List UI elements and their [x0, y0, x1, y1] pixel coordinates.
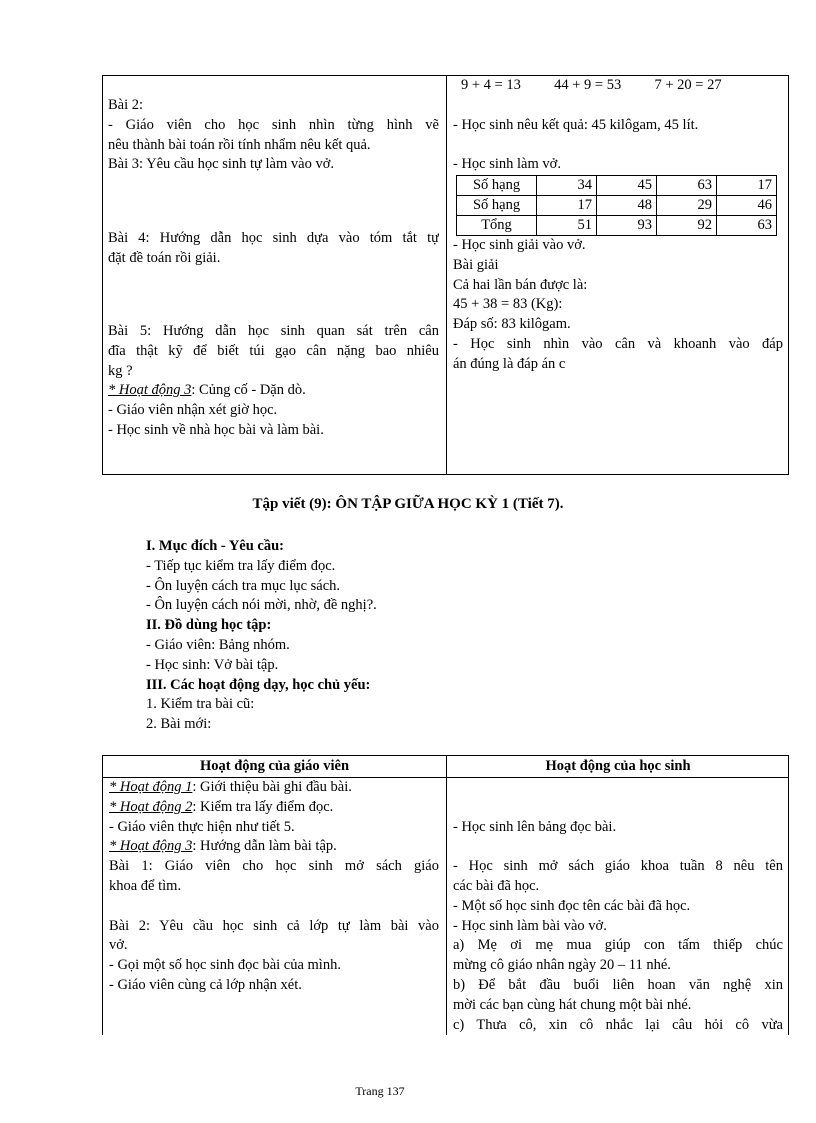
table-cell: 29 [657, 195, 717, 215]
activity-line [108, 381, 439, 401]
text-line: khoa để tìm. [109, 877, 182, 894]
text-line: Bài 2: [108, 97, 144, 113]
text-line: - Học sinh làm vở. [453, 156, 561, 173]
activity-line [109, 778, 439, 798]
table-cell: 17 [717, 175, 777, 195]
text-line: - Học sinh giải vào vở. [453, 236, 586, 253]
activity-line [109, 798, 439, 818]
table-cell: 63 [657, 175, 717, 195]
table-cell: 34 [537, 175, 597, 195]
student-column [453, 76, 783, 375]
table-cell: 46 [717, 195, 777, 215]
text-line: a) Mẹ ơi mẹ mua giúp con tấm thiếp chúc [453, 937, 783, 954]
section-heading: II. Đồ dùng học tập: [146, 617, 272, 634]
text-line: - Học sinh nhìn vào cân và khoanh vào đáp [453, 335, 783, 352]
activity-label: * Hoạt động 1 [109, 779, 193, 795]
text-line: án đúng là đáp án c [453, 355, 566, 372]
text-line: Bài 1: Giáo viên cho học sinh mở sách giáo [109, 858, 439, 875]
text-line: c) Thưa cô, xin cô nhắc lại câu hỏi cô vừa [453, 1016, 783, 1033]
equation: 44 + 9 = 53 [554, 77, 622, 93]
table-row [457, 195, 777, 215]
table-cell: 45 [597, 175, 657, 195]
header-student: Hoạt động của học sinh [545, 758, 691, 774]
text-line: - Giáo viên cho học sinh nhìn từng hình vẽ [108, 116, 439, 133]
text-line: đặt đề toán rồi giải. [108, 249, 221, 266]
text-line: - Giáo viên: Bảng nhóm. [146, 636, 290, 653]
text-line: - Ôn luyện cách nói mời, nhờ, đề nghị?. [146, 597, 377, 614]
lesson-table-bottom [102, 755, 789, 1035]
lesson-intro [146, 537, 646, 735]
table-cell: Tổng [457, 215, 537, 235]
text-line: 1. Kiểm tra bài cũ: [146, 696, 255, 713]
activity-label: * Hoạt động 2 [109, 798, 193, 815]
text-line: kg ? [108, 362, 133, 379]
table-cell: 63 [717, 215, 777, 235]
column-divider [446, 756, 447, 1035]
table-cell: 92 [657, 215, 717, 235]
text-line: 45 + 38 = 83 (Kg): [453, 296, 563, 313]
section-heading: III. Các hoạt động dạy, học chủ yếu: [146, 676, 371, 693]
equation: 9 + 4 = 13 [461, 77, 521, 93]
activity-text: : Củng cố - Dặn dò. [191, 382, 306, 399]
activity-text: : Hướng dẫn làm bài tập. [192, 838, 337, 855]
text-line: - Gọi một số học sinh đọc bài của mình. [109, 957, 341, 974]
equations-line [453, 76, 783, 96]
text-line: các bài đã học. [453, 877, 540, 894]
table-row [457, 175, 777, 195]
text-line: Bài 2: Yêu cầu học sinh cả lớp tự làm bài vào [109, 917, 439, 934]
activity-text: : Kiểm tra lấy điểm đọc. [192, 798, 334, 815]
text-line: - Học sinh về nhà học bài và làm bài. [108, 421, 324, 438]
activity-line [109, 837, 439, 857]
table-cell: Số hạng [457, 195, 537, 215]
text-line: - Giáo viên nhận xét giờ học. [108, 402, 278, 419]
text-line: b) Để bắt đầu buổi liên hoan văn nghệ xin [453, 976, 783, 993]
text-line: - Học sinh lên bảng đọc bài. [453, 818, 617, 835]
page-number: Trang 137 [355, 1084, 405, 1098]
text-line: Bài 5: Hướng dẫn học sinh quan sát trên cân [108, 322, 439, 339]
text-line: Đáp số: 83 kilôgam. [453, 316, 571, 333]
column-divider [446, 76, 447, 474]
text-line: Bài 4: Hướng dẫn học sinh dựa vào tóm tắt tự [108, 229, 439, 246]
text-line: - Một số học sinh đọc tên các bài đã học. [453, 897, 691, 914]
table-cell: 93 [597, 215, 657, 235]
text-line: Bài giải [453, 256, 499, 273]
text-line: Cả hai lần bán được là: [453, 276, 588, 293]
text-line: vở. [109, 937, 128, 954]
lesson-table-top [102, 75, 789, 475]
text-line: - Học sinh: Vở bài tập. [146, 656, 279, 673]
text-line: Bài 3: Yêu cầu học sinh tự làm vào vở. [108, 156, 334, 173]
table-cell: 51 [537, 215, 597, 235]
text-line: - Tiếp tục kiểm tra lấy điểm đọc. [146, 557, 336, 574]
text-line: - Giáo viên cùng cả lớp nhận xét. [109, 976, 302, 993]
text-line: - Học sinh làm bài vào vở. [453, 917, 607, 934]
sum-table [456, 175, 777, 236]
text-line: 2. Bài mới: [146, 716, 212, 733]
text-line: - Học sinh mở sách giáo khoa tuần 8 nêu tên [453, 858, 783, 875]
text-line: - Học sinh nêu kết quả: 45 kilôgam, 45 lít. [453, 116, 699, 133]
text-line: mời các bạn cùng hát chung một bài nhé. [453, 996, 692, 1013]
teacher-column [109, 778, 439, 996]
activity-text: : Giới thiệu bài ghi đầu bài. [192, 779, 352, 795]
text-line: mừng cô giáo nhân ngày 20 – 11 nhé. [453, 957, 671, 974]
lesson-title: Tập viết (9): ÔN TẬP GIỮA HỌC KỲ 1 (Tiết 7). [252, 496, 564, 512]
header-teacher: Hoạt động của giáo viên [199, 758, 350, 774]
equation: 7 + 20 = 27 [654, 77, 722, 93]
student-column [453, 778, 783, 1035]
table-cell: 48 [597, 195, 657, 215]
text-line: - Ôn luyện cách tra mục lục sách. [146, 577, 341, 594]
table-cell: 17 [537, 195, 597, 215]
text-line: - Giáo viên thực hiện như tiết 5. [109, 818, 295, 835]
text-line: đĩa thật kỹ để biết túi gạo cân nặng bao nhiêu [108, 342, 439, 359]
activity-label: * Hoạt động 3 [108, 382, 192, 399]
section-heading: I. Mục đích - Yêu cầu: [146, 538, 285, 554]
activity-label: * Hoạt động 3 [109, 838, 193, 855]
table-row [457, 215, 777, 235]
text-line: nêu thành bài toán rồi tính nhẩm nêu kết quả. [108, 136, 371, 153]
table-cell: Số hạng [457, 175, 537, 195]
teacher-column [108, 96, 439, 441]
